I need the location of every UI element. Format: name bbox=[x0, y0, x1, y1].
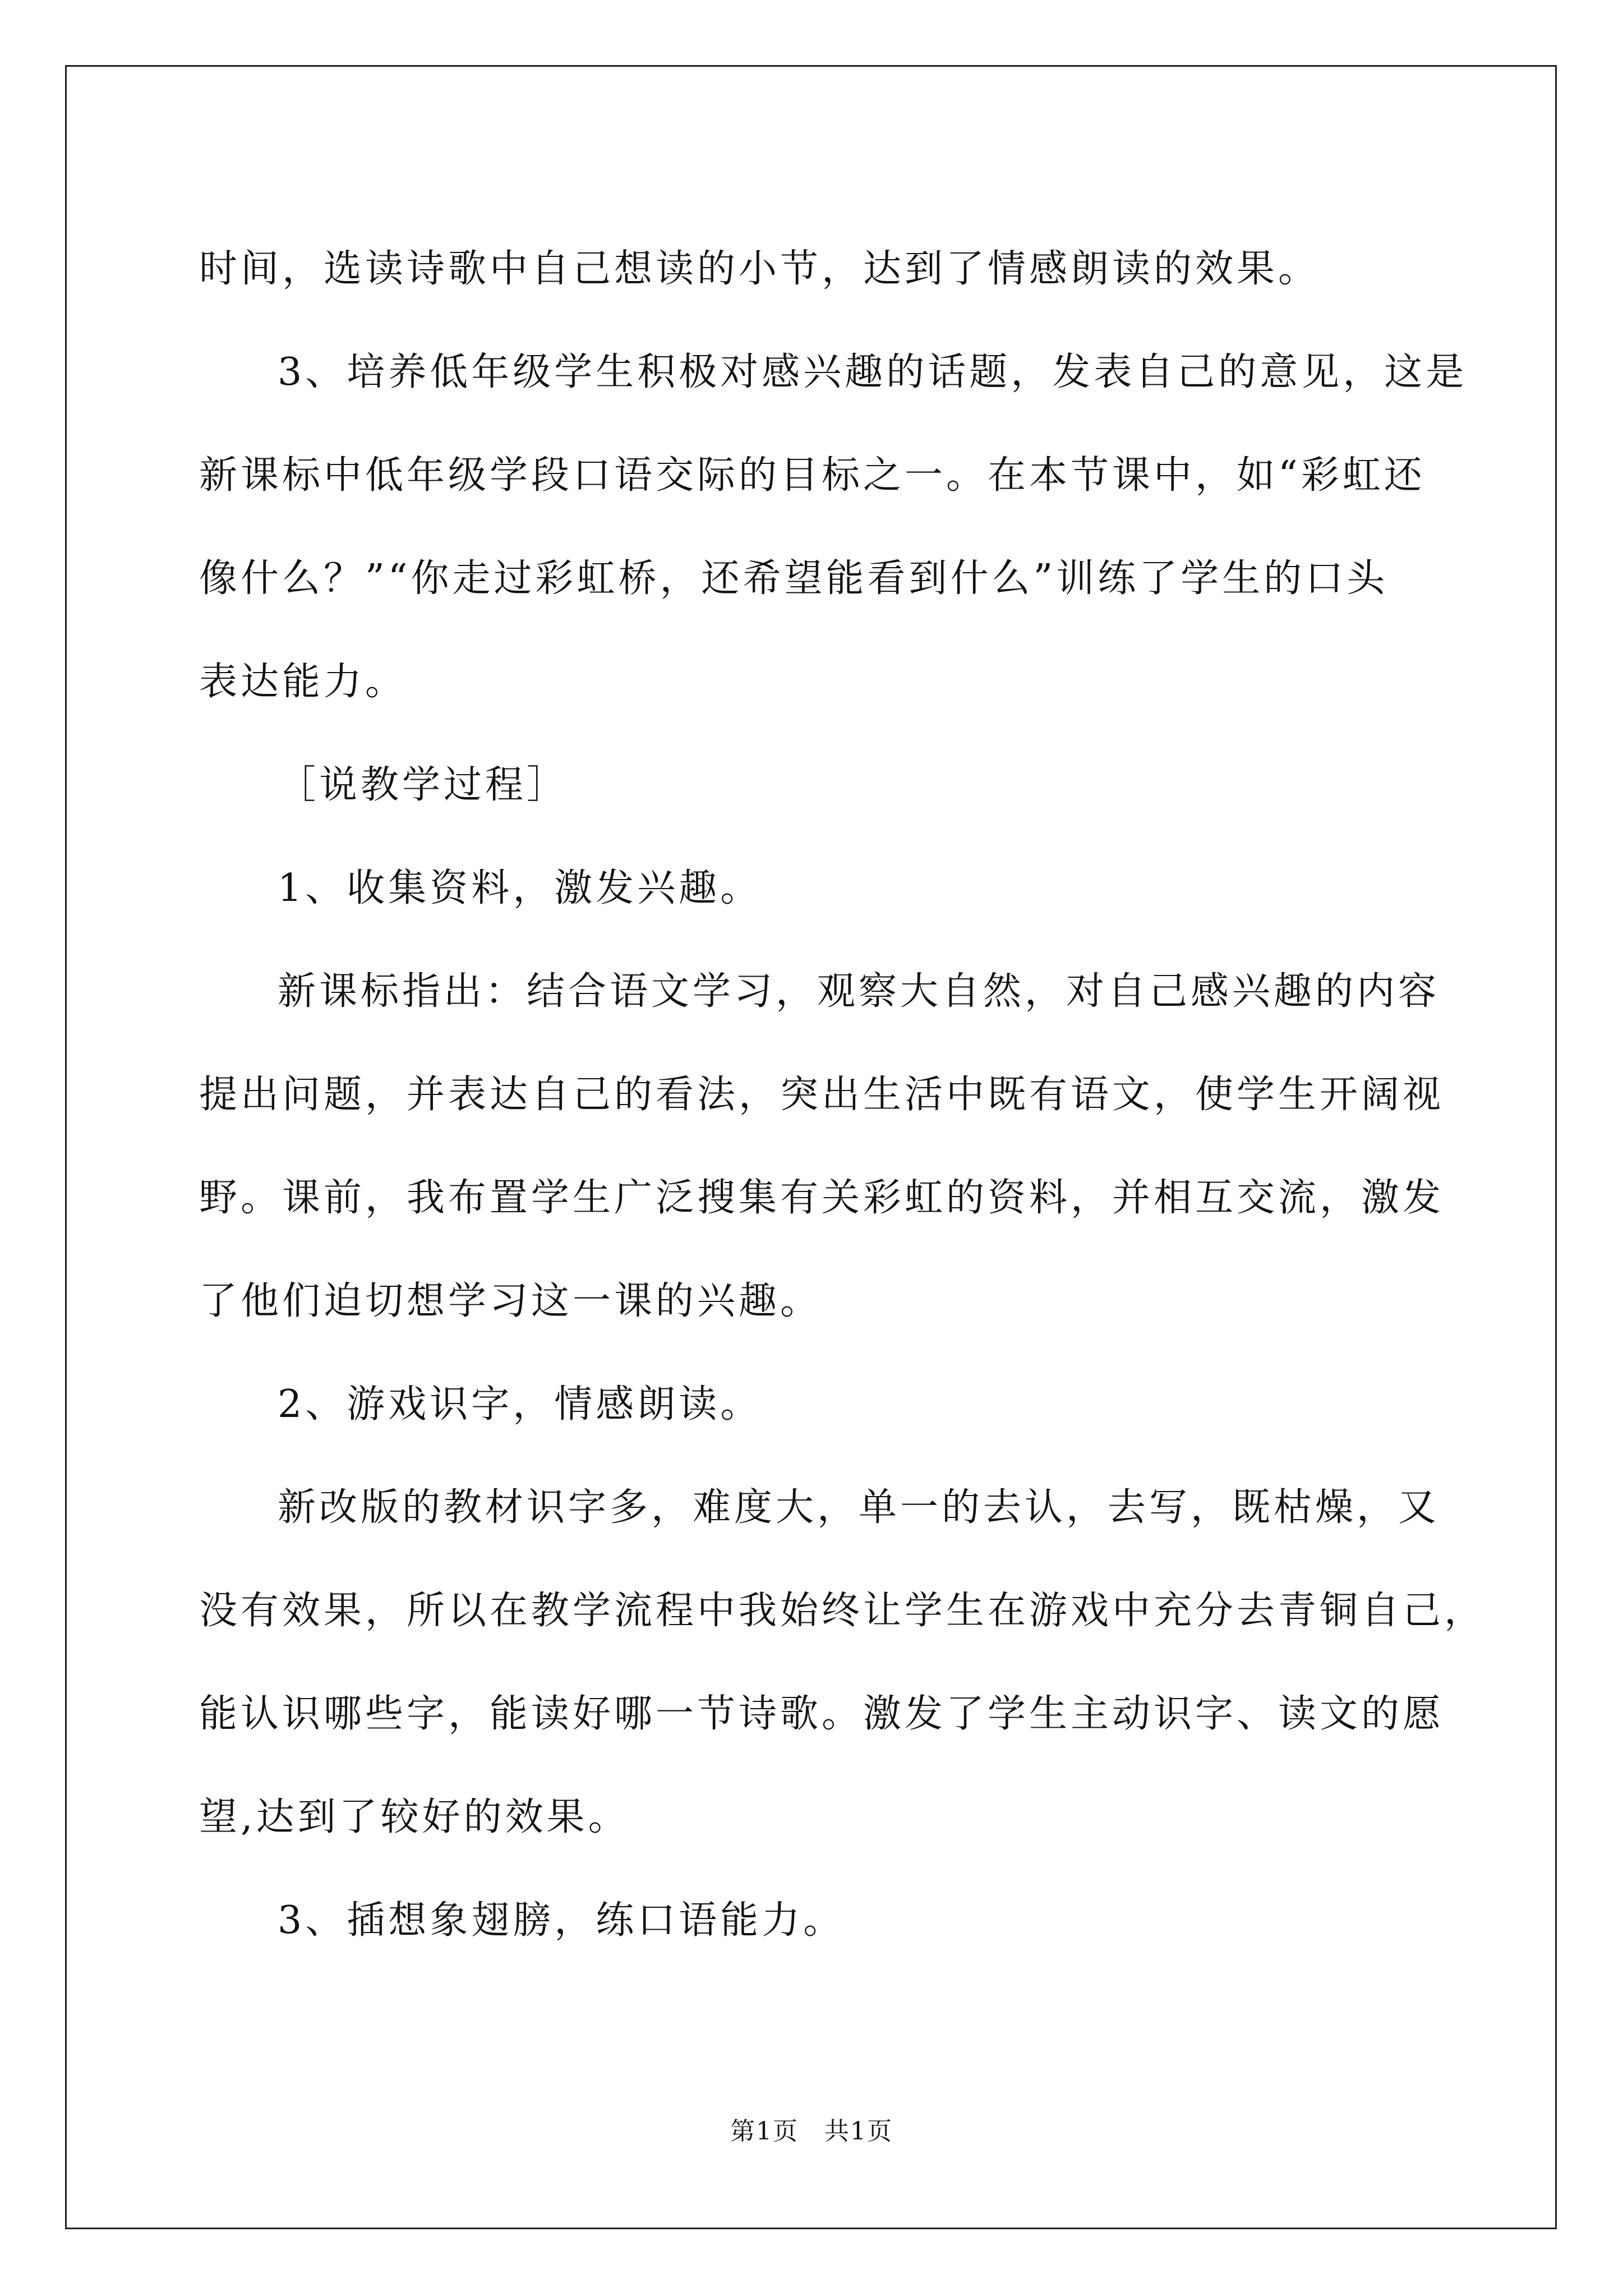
text-line-13: 新改版的教材识字多，难度大，单一的去认，去写，既枯燥，又 bbox=[278, 1485, 1440, 1530]
text-line-3: 新课标中低年级学段口语交际的目标之一。在本节课中，如“彩虹还 bbox=[199, 453, 1426, 498]
page-footer bbox=[0, 2115, 1623, 2148]
text-line-11: 了他们迫切想学习这一课的兴趣。 bbox=[199, 1279, 822, 1323]
text-line-1: 时间，选读诗歌中自己想读的小节，达到了情感朗读的效果。 bbox=[199, 247, 1320, 291]
text-line-8: 新课标指出：结合语文学习，观察大自然，对自己感兴趣的内容 bbox=[278, 969, 1440, 1014]
text-line-2: 3、培养低年级学生积极对感兴趣的话题，发表自己的意见，这是 bbox=[278, 350, 1468, 394]
section-heading: ［说教学过程］ bbox=[278, 763, 569, 807]
document-body bbox=[199, 218, 1486, 1972]
text-line-17: 3、插想象翅膀，练口语能力。 bbox=[278, 1898, 845, 1943]
text-line-12: 2、游戏识字，情感朗读。 bbox=[278, 1382, 762, 1427]
text-line-16: 望,达到了较好的效果。 bbox=[199, 1795, 630, 1839]
text-line-9: 提出问题，并表达自己的看法，突出生活中既有语文，使学生开阔视 bbox=[199, 1073, 1445, 1117]
text-line-5: 表达能力。 bbox=[199, 660, 407, 704]
text-line-7: 1、收集资料，激发兴趣。 bbox=[278, 866, 762, 910]
text-line-4: 像什么？”“你走过彩虹桥，还希望能看到什么”训练了学生的口头 bbox=[199, 556, 1389, 601]
page-number-current: 第1页 bbox=[730, 2117, 799, 2146]
page-number-total: 共1页 bbox=[824, 2117, 893, 2146]
text-line-15: 能认识哪些字，能读好哪一节诗歌。激发了学生主动识字、读文的愿 bbox=[199, 1692, 1445, 1736]
text-line-10: 野。课前，我布置学生广泛搜集有关彩虹的资料，并相互交流，激发 bbox=[199, 1176, 1445, 1220]
text-line-14: 没有效果，所以在教学流程中我始终让学生在游戏中充分去青铜自己， bbox=[199, 1589, 1486, 1633]
